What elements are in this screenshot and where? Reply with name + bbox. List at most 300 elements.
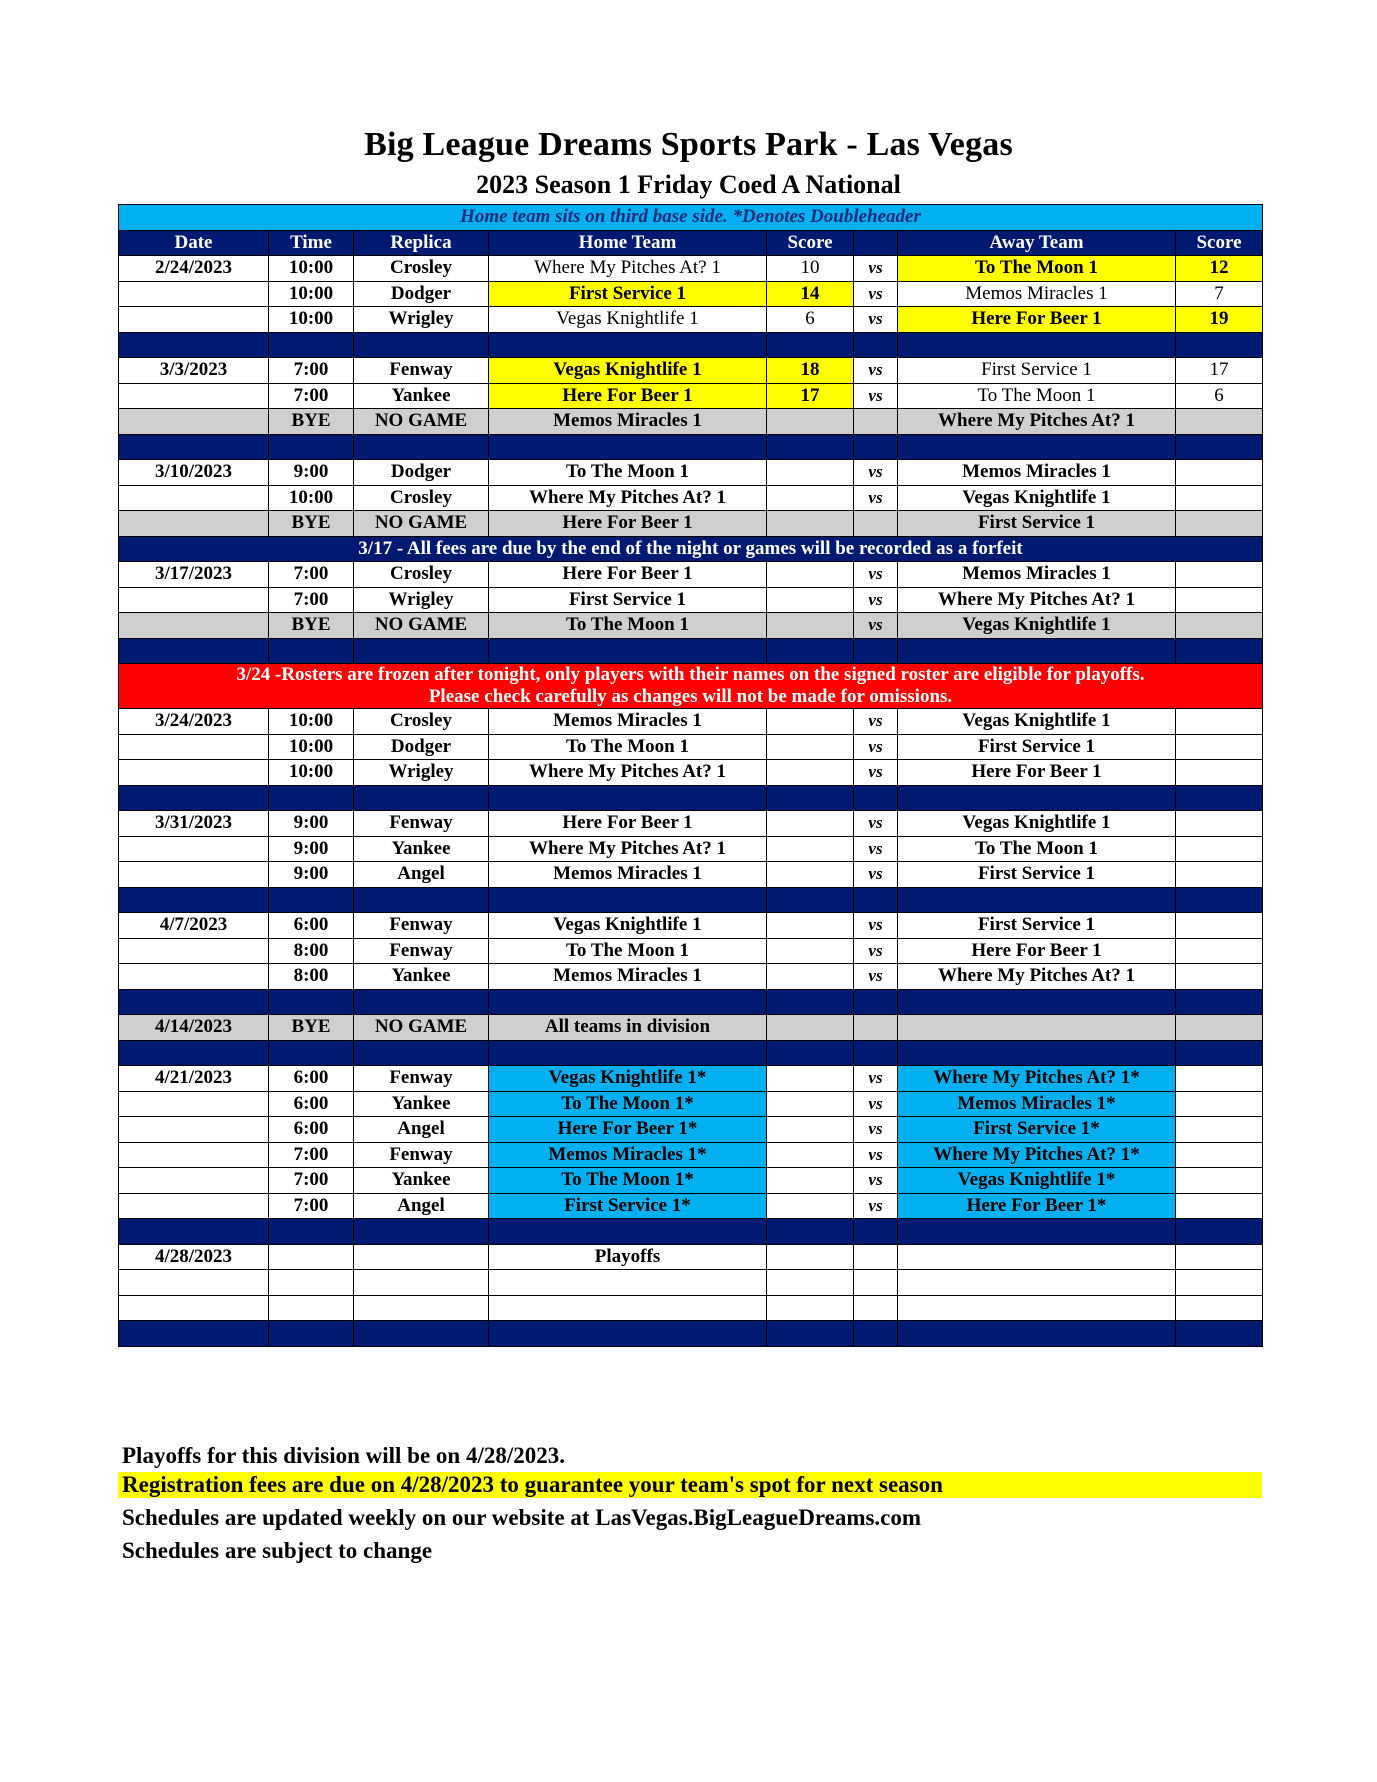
away-score: 6	[1176, 383, 1263, 409]
game-replica: Fenway	[354, 938, 489, 964]
separator-cell	[119, 332, 269, 358]
separator-cell	[489, 1219, 767, 1245]
game-row	[119, 358, 1263, 384]
separator-row	[119, 1040, 1263, 1066]
col-header-away-score: Score	[1176, 230, 1263, 256]
home-score	[767, 409, 854, 435]
vs-label: vs	[854, 1117, 898, 1143]
game-row	[119, 1295, 1263, 1321]
separator-row	[119, 332, 1263, 358]
separator-cell	[767, 638, 854, 664]
home-team: Memos Miracles 1	[489, 409, 767, 435]
game-row	[119, 383, 1263, 409]
away-team	[898, 1270, 1176, 1296]
away-score	[1176, 1142, 1263, 1168]
home-score	[767, 1117, 854, 1143]
game-time: 7:00	[269, 562, 354, 588]
vs-label: vs	[854, 485, 898, 511]
game-row	[119, 1270, 1263, 1296]
game-replica: NO GAME	[354, 409, 489, 435]
separator-cell	[898, 638, 1176, 664]
separator-cell	[354, 638, 489, 664]
footer-website-note: Schedules are updated weekly on our website at LasVegas.BigLeagueDreams.com	[122, 1505, 922, 1530]
separator-cell	[354, 989, 489, 1015]
game-row	[119, 836, 1263, 862]
vs-label: vs	[854, 938, 898, 964]
vs-label: vs	[854, 964, 898, 990]
home-score	[767, 485, 854, 511]
game-replica: Fenway	[354, 913, 489, 939]
home-score	[767, 613, 854, 639]
away-score: 12	[1176, 256, 1263, 282]
footer-change-note: Schedules are subject to change	[122, 1538, 433, 1563]
away-score	[1176, 1091, 1263, 1117]
separator-cell	[269, 785, 354, 811]
away-team: To The Moon 1	[898, 383, 1176, 409]
game-date: 3/10/2023	[119, 460, 269, 486]
home-score	[767, 734, 854, 760]
home-score	[767, 1244, 854, 1270]
vs-label: vs	[854, 1066, 898, 1092]
home-score	[767, 709, 854, 735]
separator-row	[119, 1219, 1263, 1245]
banner-row	[119, 205, 1263, 231]
game-time: 7:00	[269, 1142, 354, 1168]
game-time: 7:00	[269, 383, 354, 409]
separator-cell	[767, 1219, 854, 1245]
separator-cell	[269, 638, 354, 664]
game-replica: Crosley	[354, 562, 489, 588]
game-time: 7:00	[269, 1168, 354, 1194]
game-time	[269, 1270, 354, 1296]
separator-cell	[269, 332, 354, 358]
away-score	[1176, 1168, 1263, 1194]
separator-cell	[854, 638, 898, 664]
separator-cell	[269, 1219, 354, 1245]
game-replica: Fenway	[354, 1066, 489, 1092]
game-date	[119, 511, 269, 537]
separator-cell	[269, 887, 354, 913]
col-header-vs	[854, 230, 898, 256]
separator-cell	[489, 989, 767, 1015]
away-score	[1176, 1015, 1263, 1041]
bye-row	[119, 409, 1263, 435]
game-date	[119, 281, 269, 307]
game-date	[119, 862, 269, 888]
game-replica: Wrigley	[354, 307, 489, 333]
away-score	[1176, 613, 1263, 639]
game-date: 4/28/2023	[119, 1244, 269, 1270]
separator-cell	[354, 434, 489, 460]
game-row	[119, 256, 1263, 282]
separator-cell	[489, 434, 767, 460]
home-team: Where My Pitches At? 1	[489, 256, 767, 282]
game-row	[119, 1117, 1263, 1143]
vs-label: vs	[854, 281, 898, 307]
separator-cell	[854, 332, 898, 358]
alert-cell	[119, 664, 1263, 709]
separator-cell	[354, 332, 489, 358]
game-date	[119, 1193, 269, 1219]
game-time: BYE	[269, 1015, 354, 1041]
home-team: Where My Pitches At? 1	[489, 485, 767, 511]
col-header-home-score: Score	[767, 230, 854, 256]
home-team: Here For Beer 1*	[489, 1117, 767, 1143]
home-score: 17	[767, 383, 854, 409]
separator-cell	[854, 434, 898, 460]
separator-cell	[898, 785, 1176, 811]
separator-cell	[489, 785, 767, 811]
away-score	[1176, 734, 1263, 760]
schedule-table	[118, 204, 1263, 1347]
away-team: Vegas Knightlife 1	[898, 485, 1176, 511]
col-header-date: Date	[119, 230, 269, 256]
away-team: Here For Beer 1	[898, 760, 1176, 786]
vs-label: vs	[854, 1168, 898, 1194]
home-team: All teams in division	[489, 1015, 767, 1041]
vs-label	[854, 1244, 898, 1270]
game-time: 7:00	[269, 358, 354, 384]
home-team: Memos Miracles 1	[489, 709, 767, 735]
vs-label: vs	[854, 460, 898, 486]
game-replica: Wrigley	[354, 587, 489, 613]
game-row	[119, 1091, 1263, 1117]
separator-cell	[119, 1219, 269, 1245]
header-row	[119, 230, 1263, 256]
separator-cell	[898, 1219, 1176, 1245]
game-date	[119, 1117, 269, 1143]
separator-row	[119, 785, 1263, 811]
col-header-time: Time	[269, 230, 354, 256]
away-team: Vegas Knightlife 1*	[898, 1168, 1176, 1194]
away-score	[1176, 760, 1263, 786]
away-score: 19	[1176, 307, 1263, 333]
game-date	[119, 613, 269, 639]
separator-cell	[854, 785, 898, 811]
home-team: To The Moon 1	[489, 613, 767, 639]
vs-label: vs	[854, 358, 898, 384]
separator-cell	[1176, 638, 1263, 664]
game-replica: Yankee	[354, 383, 489, 409]
home-score	[767, 1270, 854, 1296]
game-replica: Dodger	[354, 281, 489, 307]
home-team: To The Moon 1	[489, 734, 767, 760]
vs-label: vs	[854, 734, 898, 760]
game-date	[119, 1142, 269, 1168]
game-time: 10:00	[269, 307, 354, 333]
game-replica: Yankee	[354, 1091, 489, 1117]
game-time: 10:00	[269, 256, 354, 282]
separator-cell	[489, 1040, 767, 1066]
home-score	[767, 1142, 854, 1168]
game-replica: Angel	[354, 1117, 489, 1143]
separator-cell	[767, 785, 854, 811]
vs-label: vs	[854, 307, 898, 333]
separator-cell	[767, 434, 854, 460]
away-score: 7	[1176, 281, 1263, 307]
game-row	[119, 460, 1263, 486]
game-row	[119, 1193, 1263, 1219]
game-time: 10:00	[269, 485, 354, 511]
separator-cell	[854, 1040, 898, 1066]
alert-line-1: 3/24 -Rosters are frozen after tonight, only players with their names on the signed roster are eligible for playoffs.	[236, 664, 1145, 685]
home-score	[767, 587, 854, 613]
game-date	[119, 760, 269, 786]
separator-cell	[269, 1321, 354, 1347]
home-score	[767, 562, 854, 588]
away-team: Where My Pitches At? 1	[898, 409, 1176, 435]
away-team: First Service 1	[898, 511, 1176, 537]
game-row	[119, 709, 1263, 735]
game-time	[269, 1295, 354, 1321]
home-team: Memos Miracles 1	[489, 964, 767, 990]
away-score	[1176, 1295, 1263, 1321]
away-score	[1176, 913, 1263, 939]
separator-cell	[119, 1321, 269, 1347]
separator-cell	[767, 887, 854, 913]
game-row	[119, 1168, 1263, 1194]
game-time: 10:00	[269, 281, 354, 307]
game-row	[119, 1244, 1263, 1270]
game-row	[119, 1142, 1263, 1168]
game-date	[119, 485, 269, 511]
away-team: Here For Beer 1*	[898, 1193, 1176, 1219]
separator-cell	[854, 1321, 898, 1347]
game-row	[119, 587, 1263, 613]
away-team	[898, 1015, 1176, 1041]
home-score	[767, 862, 854, 888]
separator-cell	[1176, 1321, 1263, 1347]
away-team: Memos Miracles 1	[898, 460, 1176, 486]
vs-label: vs	[854, 613, 898, 639]
game-time: 7:00	[269, 1193, 354, 1219]
home-team	[489, 1270, 767, 1296]
game-time: 10:00	[269, 709, 354, 735]
away-score	[1176, 1066, 1263, 1092]
away-team: First Service 1	[898, 734, 1176, 760]
game-date	[119, 307, 269, 333]
vs-label: vs	[854, 587, 898, 613]
game-replica: Yankee	[354, 964, 489, 990]
separator-cell	[269, 989, 354, 1015]
game-date: 3/17/2023	[119, 562, 269, 588]
game-time	[269, 1244, 354, 1270]
alert-line-2: Please check carefully as changes will not be made for omissions.	[428, 686, 953, 707]
home-team: Here For Beer 1	[489, 383, 767, 409]
away-team: Here For Beer 1	[898, 307, 1176, 333]
game-date	[119, 587, 269, 613]
separator-cell	[489, 332, 767, 358]
separator-cell	[898, 1040, 1176, 1066]
home-score	[767, 836, 854, 862]
game-time: 6:00	[269, 913, 354, 939]
away-team: Where My Pitches At? 1	[898, 587, 1176, 613]
separator-row	[119, 989, 1263, 1015]
banner-text: Home team sits on third base side. *Denotes Doubleheader	[119, 205, 1263, 231]
game-replica: Yankee	[354, 836, 489, 862]
separator-cell	[767, 1040, 854, 1066]
separator-cell	[119, 434, 269, 460]
alert-row	[119, 664, 1263, 709]
away-score	[1176, 409, 1263, 435]
away-team: First Service 1	[898, 913, 1176, 939]
game-time: 6:00	[269, 1066, 354, 1092]
separator-cell	[898, 332, 1176, 358]
home-score: 10	[767, 256, 854, 282]
home-team: Memos Miracles 1*	[489, 1142, 767, 1168]
game-date	[119, 938, 269, 964]
separator-cell	[489, 638, 767, 664]
away-team: First Service 1	[898, 862, 1176, 888]
game-date	[119, 1295, 269, 1321]
separator-cell	[898, 434, 1176, 460]
home-team: Here For Beer 1	[489, 811, 767, 837]
away-score	[1176, 460, 1263, 486]
separator-row	[119, 638, 1263, 664]
page-subtitle: 2023 Season 1 Friday Coed A National	[476, 170, 901, 199]
home-team: To The Moon 1	[489, 460, 767, 486]
game-replica: NO GAME	[354, 1015, 489, 1041]
game-row	[119, 913, 1263, 939]
game-date: 3/3/2023	[119, 358, 269, 384]
home-score	[767, 1295, 854, 1321]
vs-label: vs	[854, 811, 898, 837]
game-date	[119, 836, 269, 862]
game-replica: NO GAME	[354, 511, 489, 537]
away-team	[898, 1244, 1176, 1270]
vs-label: vs	[854, 1091, 898, 1117]
game-replica: Crosley	[354, 256, 489, 282]
separator-cell	[767, 332, 854, 358]
separator-cell	[354, 1321, 489, 1347]
home-score	[767, 811, 854, 837]
separator-cell	[354, 1219, 489, 1245]
footer-registration-note: Registration fees are due on 4/28/2023 to guarantee your team's spot for next season	[118, 1472, 1262, 1498]
game-date: 4/21/2023	[119, 1066, 269, 1092]
separator-cell	[489, 1321, 767, 1347]
away-score	[1176, 938, 1263, 964]
separator-row	[119, 1321, 1263, 1347]
home-team: Where My Pitches At? 1	[489, 760, 767, 786]
game-date: 4/14/2023	[119, 1015, 269, 1041]
home-score	[767, 1091, 854, 1117]
separator-cell	[1176, 332, 1263, 358]
away-score	[1176, 1270, 1263, 1296]
separator-cell	[854, 887, 898, 913]
home-score	[767, 1015, 854, 1041]
away-team: Where My Pitches At? 1	[898, 964, 1176, 990]
notice-text: 3/17 - All fees are due by the end of the night or games will be recorded as a forfeit	[119, 536, 1263, 562]
game-time: BYE	[269, 409, 354, 435]
game-replica: Wrigley	[354, 760, 489, 786]
game-replica: Fenway	[354, 1142, 489, 1168]
away-team: Memos Miracles 1	[898, 281, 1176, 307]
home-score	[767, 964, 854, 990]
bye-row	[119, 613, 1263, 639]
bye-row	[119, 511, 1263, 537]
game-row	[119, 964, 1263, 990]
game-replica	[354, 1295, 489, 1321]
home-score: 14	[767, 281, 854, 307]
game-row	[119, 562, 1263, 588]
away-score	[1176, 485, 1263, 511]
home-team: First Service 1	[489, 281, 767, 307]
home-team: To The Moon 1	[489, 938, 767, 964]
game-row	[119, 862, 1263, 888]
vs-label	[854, 1270, 898, 1296]
game-replica: Fenway	[354, 811, 489, 837]
separator-cell	[1176, 1040, 1263, 1066]
game-replica: Dodger	[354, 460, 489, 486]
vs-label: vs	[854, 913, 898, 939]
vs-label: vs	[854, 256, 898, 282]
separator-cell	[119, 785, 269, 811]
away-team: To The Moon 1	[898, 256, 1176, 282]
game-row	[119, 281, 1263, 307]
away-score	[1176, 964, 1263, 990]
home-team: Here For Beer 1	[489, 562, 767, 588]
separator-cell	[898, 1321, 1176, 1347]
home-score	[767, 913, 854, 939]
game-time: 9:00	[269, 811, 354, 837]
game-replica: Dodger	[354, 734, 489, 760]
separator-cell	[489, 887, 767, 913]
away-team: First Service 1	[898, 358, 1176, 384]
game-row	[119, 1066, 1263, 1092]
separator-cell	[354, 785, 489, 811]
separator-cell	[854, 989, 898, 1015]
home-team: Playoffs	[489, 1244, 767, 1270]
game-time: BYE	[269, 511, 354, 537]
away-team: Memos Miracles 1*	[898, 1091, 1176, 1117]
footer-playoffs-note: Playoffs for this division will be on 4/28/2023.	[122, 1443, 566, 1468]
separator-cell	[898, 887, 1176, 913]
vs-label	[854, 511, 898, 537]
game-time: 10:00	[269, 734, 354, 760]
vs-label: vs	[854, 709, 898, 735]
away-score: 17	[1176, 358, 1263, 384]
game-date	[119, 1270, 269, 1296]
away-team: Vegas Knightlife 1	[898, 709, 1176, 735]
game-time: 9:00	[269, 460, 354, 486]
separator-cell	[767, 989, 854, 1015]
game-date: 3/24/2023	[119, 709, 269, 735]
separator-cell	[1176, 434, 1263, 460]
game-row	[119, 938, 1263, 964]
away-team: Memos Miracles 1	[898, 562, 1176, 588]
game-date	[119, 409, 269, 435]
home-team: To The Moon 1*	[489, 1168, 767, 1194]
vs-label: vs	[854, 1142, 898, 1168]
away-team: Vegas Knightlife 1	[898, 613, 1176, 639]
home-score: 18	[767, 358, 854, 384]
away-score	[1176, 1244, 1263, 1270]
game-replica	[354, 1270, 489, 1296]
home-score	[767, 938, 854, 964]
home-team: To The Moon 1*	[489, 1091, 767, 1117]
game-replica	[354, 1244, 489, 1270]
game-replica: NO GAME	[354, 613, 489, 639]
game-time: 6:00	[269, 1091, 354, 1117]
home-team: Vegas Knightlife 1	[489, 913, 767, 939]
away-team: To The Moon 1	[898, 836, 1176, 862]
separator-cell	[1176, 989, 1263, 1015]
separator-cell	[269, 1040, 354, 1066]
home-score	[767, 511, 854, 537]
separator-cell	[119, 1040, 269, 1066]
home-score	[767, 1168, 854, 1194]
away-score	[1176, 587, 1263, 613]
